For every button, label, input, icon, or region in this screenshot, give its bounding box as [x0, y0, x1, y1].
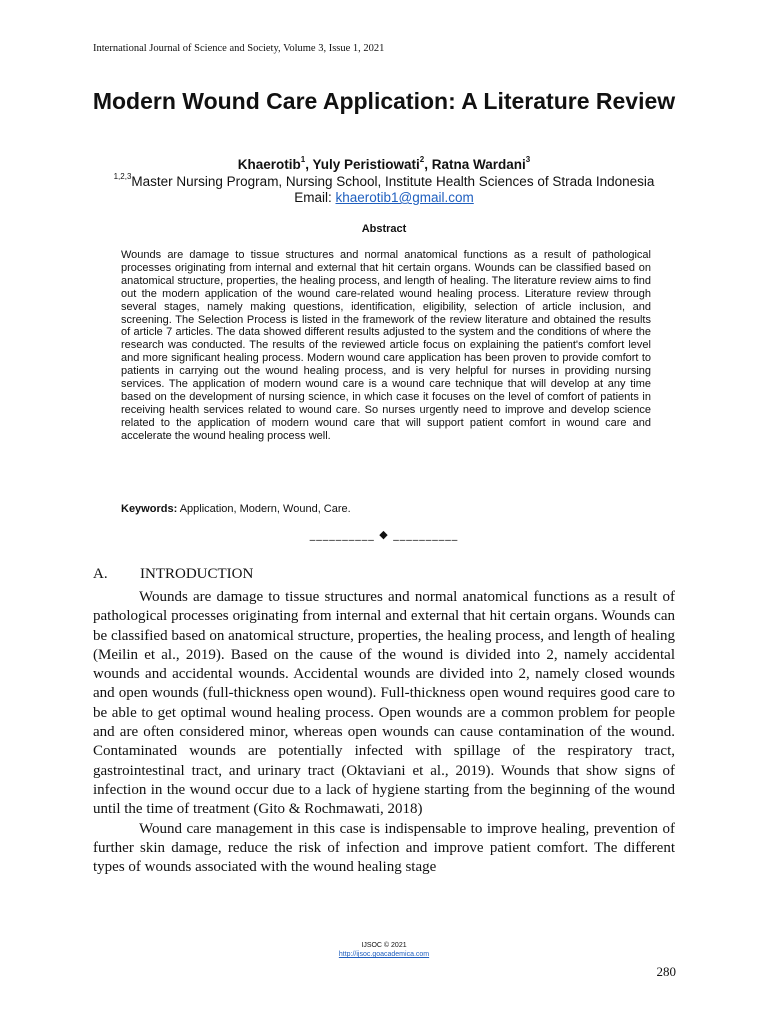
author-name: Khaerotib: [237, 157, 301, 172]
affiliation-marker: 1,2,3: [113, 172, 132, 181]
abstract-body: Wounds are damage to tissue structures and normal anatomical functions as a result of pathological processes originating from internal and external that hit certain organs. Wounds can be classified based on anatomical structure, properties, the healing process, and length of healing. The literature review aims to find out the modern application of the wound care-related wound healing process. Literature review through several stages, namely making questions, identification, eligibility, selection of article inclusion, and screening. The Selection Process is listed in the framework of the review literature and obtained the results of article 7 articles. The data showed different results adjusted to the system and the conditions of where the research was conducted. The results of the reviewed article focus on explaining the patient's comfort level and more significant healing process. Modern wound care application has been proven to provide comfort to patients in carrying out the wound healing process, and is very helpful for nurses in providing nursing services. The application of modern wound care is a wound care technique that will develop at any time based on the development of nursing science, in which case it focuses on the level of comfort of patients in receiving health services related to wound care. So nurses urgently need to improve and develop science related to the application of modern wound care that will support patient comfort in wound care and accelerate the wound healing process well.: [121, 249, 651, 442]
section-number: A.: [93, 566, 108, 582]
journal-url-link[interactable]: http://ijsoc.goacademica.com: [338, 951, 430, 958]
footer-url: [0, 951, 768, 958]
paragraph: Wound care management in this case is indispensable to improve healing, prevention of further skin damage, reduce the risk of infection and improve patient comfort. The different types of wounds associated with the wound healing stage: [93, 820, 675, 876]
author-list: [0, 157, 768, 172]
email-label: Email:: [294, 190, 336, 205]
paragraph: Wounds are damage to tissue structures and normal anatomical functions as a result of pathological processes originating from internal and external that hit certain organs. Wounds can be classified based on anatomical structure, properties, the healing process, and length of healing (Meilin et al., 2019). Based on the cause of the wound is divided into 2, namely accidental wounds and accidental wounds. Accidental wounds are divided into 2, namely closed wounds and open wounds (full-thickness open wound). Full-thickness open wound requires good care to be able to get optimal wound healing process. Open wounds are a common problem for people and are often considered minor, whereas open wounds can cause contamination of the wound. Contaminated wounds are potentially infected with spillage of the respiratory tract, gastrointestinal tract, and urinary tract (Oktaviani et al., 2019). Wounds that show signs of infection in the wound occur due to a lack of hygiene starting from the beginning of the wound until the time of treatment (Gito & Rochmawati, 2018): [93, 589, 675, 818]
author-name: Yuly Peristiowati: [312, 157, 420, 172]
author-name: Ratna Wardani: [431, 157, 526, 172]
journal-header: International Journal of Science and Society, Volume 3, Issue 1, 2021: [93, 43, 385, 54]
author-affiliation-marker: 1: [300, 155, 306, 164]
affiliation-text: Master Nursing Program, Nursing School, Institute Health Sciences of Strada Indonesia: [131, 174, 655, 189]
paper-title: Modern Wound Care Application: A Literature Review: [92, 88, 676, 114]
section-title: INTRODUCTION: [140, 566, 254, 582]
author-affiliation-marker: 2: [419, 155, 425, 164]
section-heading: [93, 566, 253, 583]
author-affiliation-marker: 3: [525, 155, 531, 164]
section-divider: __________ ◆ __________: [309, 528, 459, 541]
keywords: [121, 503, 351, 515]
affiliation: [0, 174, 768, 189]
keywords-text: Application, Modern, Wound, Care.: [179, 503, 351, 515]
author-separator: ,: [424, 157, 432, 172]
footer-copyright: IJSOC © 2021: [361, 942, 407, 949]
keywords-label: Keywords:: [121, 503, 178, 515]
page-number: 280: [656, 964, 676, 979]
contact-email: [0, 190, 768, 205]
email-link[interactable]: khaerotib1@gmail.com: [335, 190, 474, 205]
abstract-heading: Abstract: [361, 223, 407, 235]
introduction-body: [93, 588, 675, 877]
author-separator: ,: [305, 157, 313, 172]
